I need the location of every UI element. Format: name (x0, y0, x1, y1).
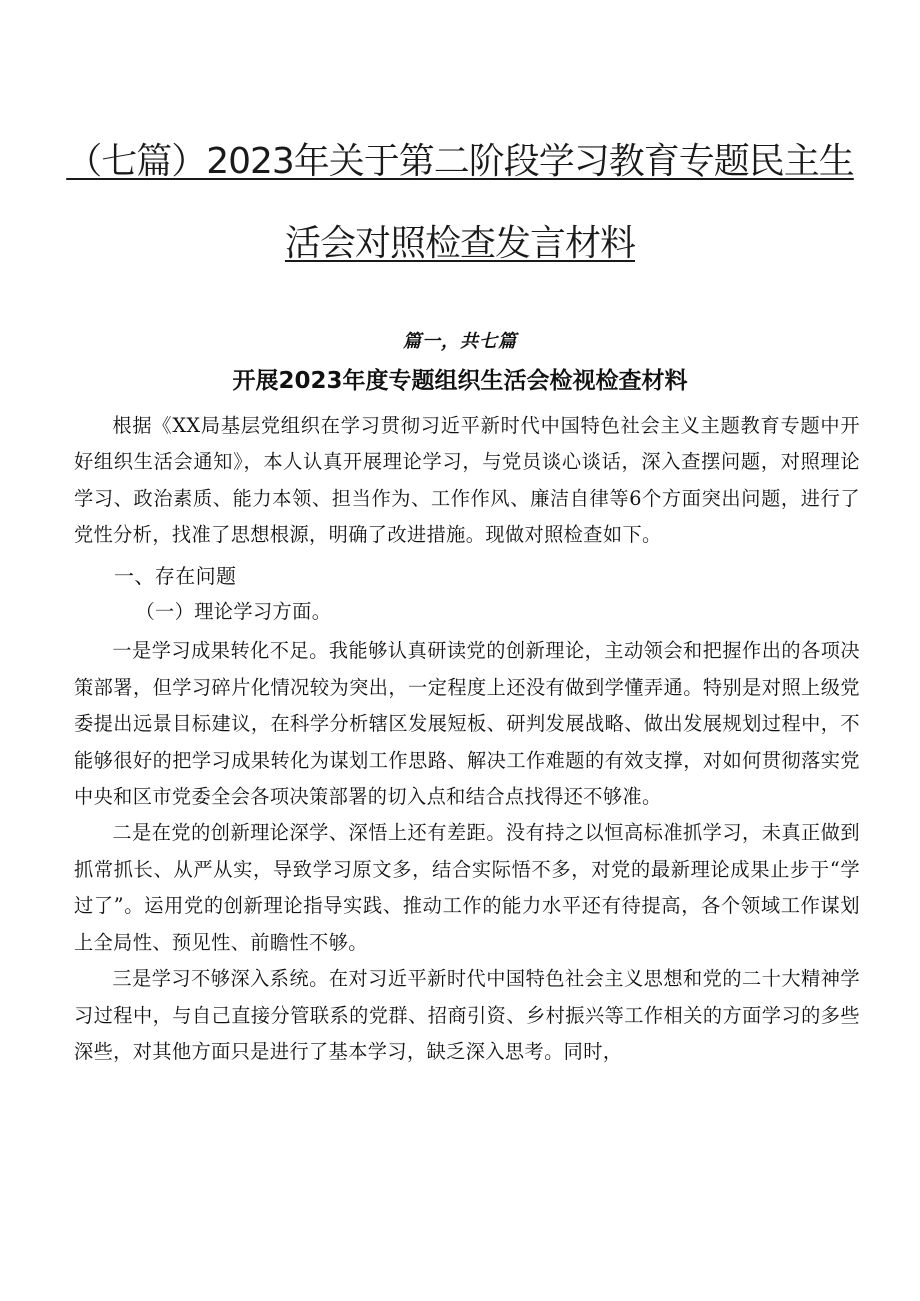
body-paragraph-3: 三是学习不够深入系统。在对习近平新时代中国特色社会主义思想和党的二十大精神学习过程中，与自己直接分管联系的党群、招商引资、乡村振兴等工作相关的方面学习的多些深些，对其他方面只是进行了基本学习，缺乏深入思考。同时， (74, 967, 860, 1063)
part-label: 篇一，共七篇 (403, 331, 517, 352)
document-title-line-2-text: 活会对照检查发言材料 (284, 223, 635, 264)
document-title-line-1 (60, 140, 860, 184)
section-heading: 一、存在问题 (114, 563, 237, 588)
body-paragraph-2: 二是在党的创新理论深学、深悟上还有差距。没有持之以恒高标准抓学习，未真正做到抓常抓长、从严从实，导致学习原文多，结合实际悟不多，对党的最新理论成果止步于“学过了”。运用党的创新理论指导实践、推动工作的能力水平还有待提高，各个领域工作谋划上全局性、预见性、前瞻性不够。 (74, 821, 860, 954)
part-title: 开展2023年度专题组织生活会检视检查材料 (232, 368, 688, 394)
document-title-line-2 (60, 222, 860, 266)
document-title-line-1-text: （七篇）2023年关于第二阶段学习教育专题民主生 (66, 141, 854, 182)
body-paragraph-1: 一是学习成果转化不足。我能够认真研读党的创新理论，主动领会和把握作出的各项决策部署，但学习碎片化情况较为突出，一定程度上还没有做到学懂弄通。特别是对照上级党委提出远景目标建议，在科学分析辖区发展短板、研判发展战略、做出发展规划过程中，不能够很好的把学习成果转化为谋划工作思路、解决工作难题的有效支撑，对如何贯彻落实党中央和区市党委全会各项决策部署的切入点和结合点找得还不够准。 (74, 639, 860, 809)
subsection-heading: （一）理论学习方面。 (135, 600, 332, 624)
intro-paragraph: 根据《XX局基层党组织在学习贯彻习近平新时代中国特色社会主义主题教育专题中开好组织生活会通知》，本人认真开展理论学习，与党员谈心谈话，深入查摆问题，对照理论学习、政治素质、能力本领、担当作为、工作作风、廉洁自律等6个方面突出问题，进行了党性分析，找准了思想根源，明确了改进措施。现做对照检查如下。 (74, 414, 860, 547)
document-body (74, 408, 860, 1070)
